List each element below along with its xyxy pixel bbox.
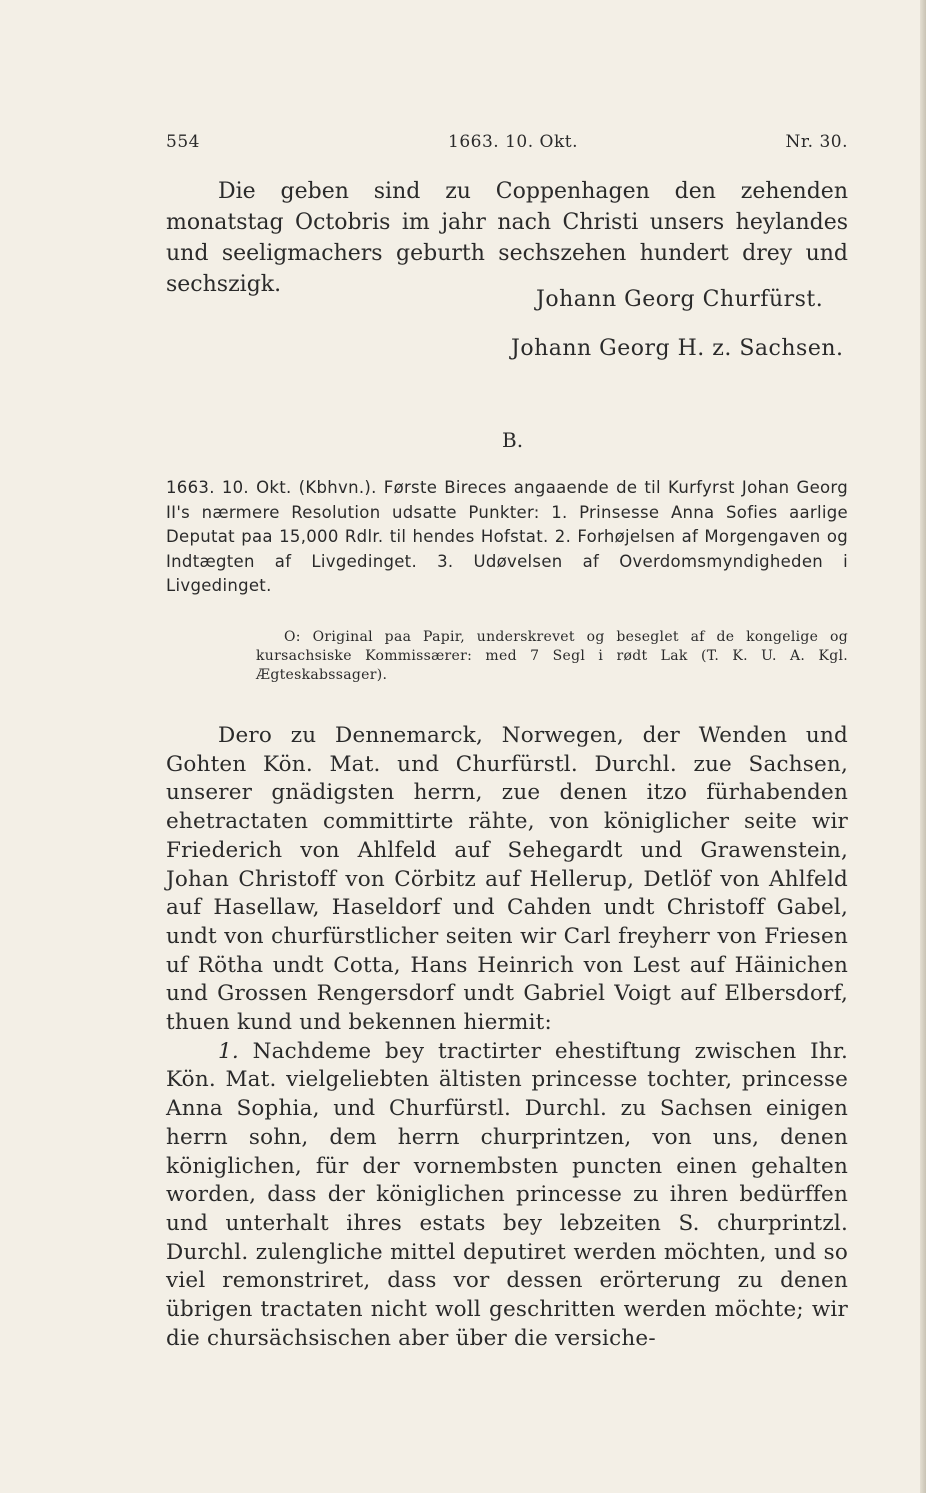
header-date: 1663. 10. Okt. [448,132,578,152]
signature-herzog: Johann Georg H. z. Sachsen. [511,336,844,361]
article-number: 1. [218,1038,239,1064]
article-text: Nachdeme bey tractirter ehestiftung zwischen Ihr. Kön. Mat. vielgeliebten ältisten princesse tochter, princesse Anna Sophia, und Churfürstl. Durchl. zu Sachsen einigen herrn sohn, dem herrn churprintzen, von uns, denen königlichen, für der vornembsten puncten einen gehalten worden, dass der königlichen princesse zu ihren bedürffen und unterhalt ihres estats bey lebzeiten S. churprintzl. Durchl. zulengliche mittel deputiret werden möchten, und so viel remonstriret, dass vor dessen erörterung zu denen übrigen tractaten nicht woll geschritten werden möchte; wir die chursächsischen aber über die versiche- [166,1038,848,1351]
running-header [166,132,848,156]
signature-churfuerst: Johann Georg Churfürst. [536,287,824,312]
source-note: O: Original paa Papir, underskrevet og beseglet af de kongelige og kursachsiske Kommissærer: med 7 Segl i rødt Lak (T. K. U. A. Kgl. Ægteskabssager). [256,629,848,683]
main-intro-paragraph: Dero zu Dennemarck, Norwegen, der Wenden und Gohten Kön. Mat. und Churfürstl. Durchl. zue Sachsen, unserer gnädigsten herrn, zue denen itzo fürhabenden ehetractaten committirte rähte, von königlicher seite wir Friederich von Ahlfeld auf Sehegardt und Grawenstein, Johan Christoff von Cörbitz auf Hellerup, Detlöf von Ahlfeld auf Hasellaw, Haseldorf und Cahden undt Christoff Gabel, undt von churfürstlicher seiten wir Carl freyherr von Friesen uf Rötha undt Cotta, Hans Heinrich von Lest auf Häinichen und Grossen Rengersdorf undt Gabriel Voigt auf Elbersdorf, thuen kund und bekennen hiermit: [166,723,848,1036]
main-text [166,722,848,1353]
document-summary: 1663. 10. Okt. (Kbhvn.). Første Bireces angaaende de til Kurfyrst Johan Georg II's nærmere Resolution udsatte Punkter: 1. Prinsesse Anna Sofies aarlige Deputat paa 15,000 Rdlr. til hendes Hofstat. 2. Forhøjelsen af Morgengaven og Indtægten af Livgedinget. 3. Udøvelsen af Overdomsmyndigheden i Livgedinget. [166,478,848,595]
page-edge [920,0,926,1493]
article-paragraph [166,1038,848,1354]
section-title: B. [502,428,524,452]
document-number: Nr. 30. [785,132,848,152]
closing-paragraph: Die geben sind zu Coppenhagen den zehenden monatstag Octobris im jahr nach Christi unsers heylandes und seeligmachers geburth sechszehen hundert drey und sechszigk. [166,179,848,297]
page-number: 554 [166,132,200,152]
